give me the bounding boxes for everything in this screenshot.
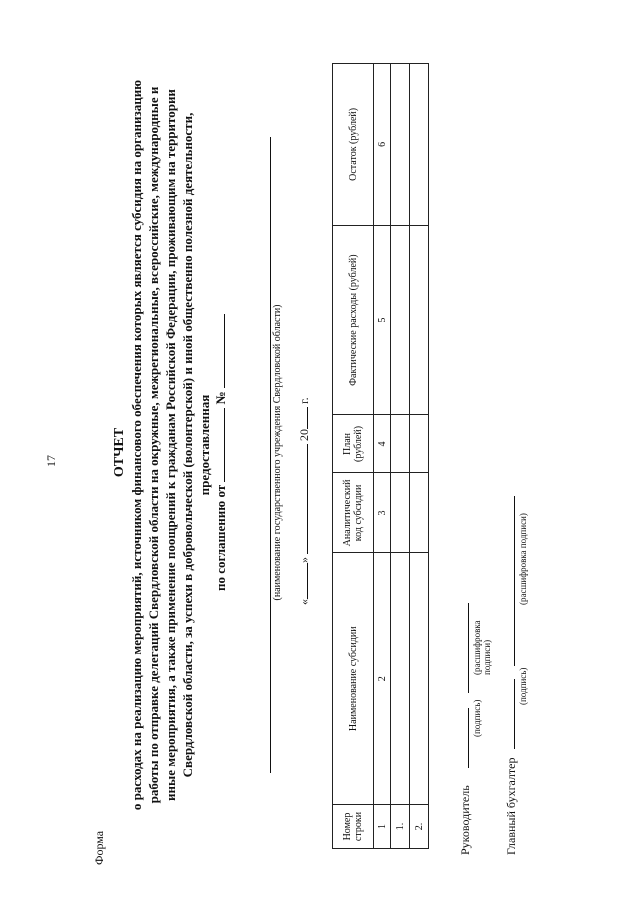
col-number: 2 bbox=[374, 553, 391, 805]
col-header-row-number: Номер строки bbox=[333, 805, 374, 849]
table-cell bbox=[410, 64, 429, 226]
agreement-prefix: по соглашению от bbox=[213, 484, 228, 591]
col-number: 4 bbox=[374, 415, 391, 473]
date-year-prefix: 20 bbox=[297, 429, 311, 441]
head-decode-line bbox=[456, 603, 469, 693]
table-cell bbox=[391, 415, 410, 473]
table-row bbox=[391, 64, 410, 849]
table-cell bbox=[410, 473, 429, 553]
table-cell bbox=[391, 225, 410, 415]
table-row bbox=[410, 64, 429, 849]
report-table bbox=[332, 63, 429, 849]
chief-accountant-signature-block bbox=[502, 496, 528, 855]
col-number: 3 bbox=[374, 473, 391, 553]
table-cell bbox=[391, 64, 410, 226]
accountant-signature-caption: (подпись) bbox=[518, 667, 528, 705]
report-heading: о расходах на реализацию мероприятий, источником финансового обеспечения которых является субсидия на организацию работы по отправке делегаций Свердловской области на окружные, межрегиональные, всероссийские, международные и иные мероприятия, а также применение поощрений к гражданам Российской Федерации, проживающим на территории Свердловской области, за успехи в добровольческой (волонтерской) и иной общественно полезной деятельности, предоставленная bbox=[129, 79, 212, 811]
org-name-line bbox=[270, 137, 271, 773]
date-close-quote: » bbox=[297, 557, 311, 563]
date-open-quote: « bbox=[297, 599, 311, 605]
date-month-blank bbox=[296, 444, 308, 554]
date-day-blank bbox=[296, 563, 308, 599]
page-number: 17 bbox=[44, 455, 58, 467]
accountant-decode-caption: (расшифровка подписи) bbox=[518, 513, 528, 605]
head-label: Руководитель bbox=[458, 785, 472, 855]
agreement-number-blank bbox=[212, 314, 225, 388]
col-header-plan: План (рублей) bbox=[333, 415, 374, 473]
col-number: 6 bbox=[374, 64, 391, 226]
head-signature-line bbox=[456, 708, 469, 768]
column-number-row bbox=[374, 64, 391, 849]
col-header-subsidy-name: Наименование субсидии bbox=[333, 553, 374, 805]
chief-accountant-label: Главный бухгалтер bbox=[504, 757, 518, 855]
agreement-number-sign: № bbox=[213, 391, 228, 405]
col-number: 5 bbox=[374, 225, 391, 415]
table-cell bbox=[391, 473, 410, 553]
date-year-suffix: г. bbox=[297, 397, 311, 404]
col-number: 1 bbox=[374, 805, 391, 849]
date-year-blank bbox=[296, 407, 308, 429]
head-signature-caption: (подпись) bbox=[472, 699, 482, 737]
col-header-actual-expenses: Фактические расходы (рублей) bbox=[333, 225, 374, 415]
report-date-line bbox=[296, 397, 312, 605]
form-label: Форма bbox=[92, 830, 106, 865]
accountant-signature-line bbox=[502, 679, 515, 749]
table-cell bbox=[410, 553, 429, 805]
table-cell: 2. bbox=[410, 805, 429, 849]
org-name-caption: (наименование государственного учреждения Свердловской области) bbox=[272, 304, 283, 601]
head-signature-block bbox=[456, 603, 492, 855]
agreement-line bbox=[212, 0, 229, 905]
table-cell bbox=[410, 225, 429, 415]
col-header-analytic-code: Аналитический код субсидии bbox=[333, 473, 374, 553]
report-title: ОТЧЕТ bbox=[112, 427, 127, 478]
table-cell bbox=[391, 553, 410, 805]
head-decode-caption: (расшифровка подписи) bbox=[472, 620, 492, 675]
agreement-date-blank bbox=[212, 408, 225, 482]
accountant-decode-line bbox=[502, 496, 515, 666]
table-header-row bbox=[333, 64, 374, 849]
col-header-balance: Остаток (рублей) bbox=[333, 64, 374, 226]
table-cell bbox=[410, 415, 429, 473]
table-cell: 1. bbox=[391, 805, 410, 849]
